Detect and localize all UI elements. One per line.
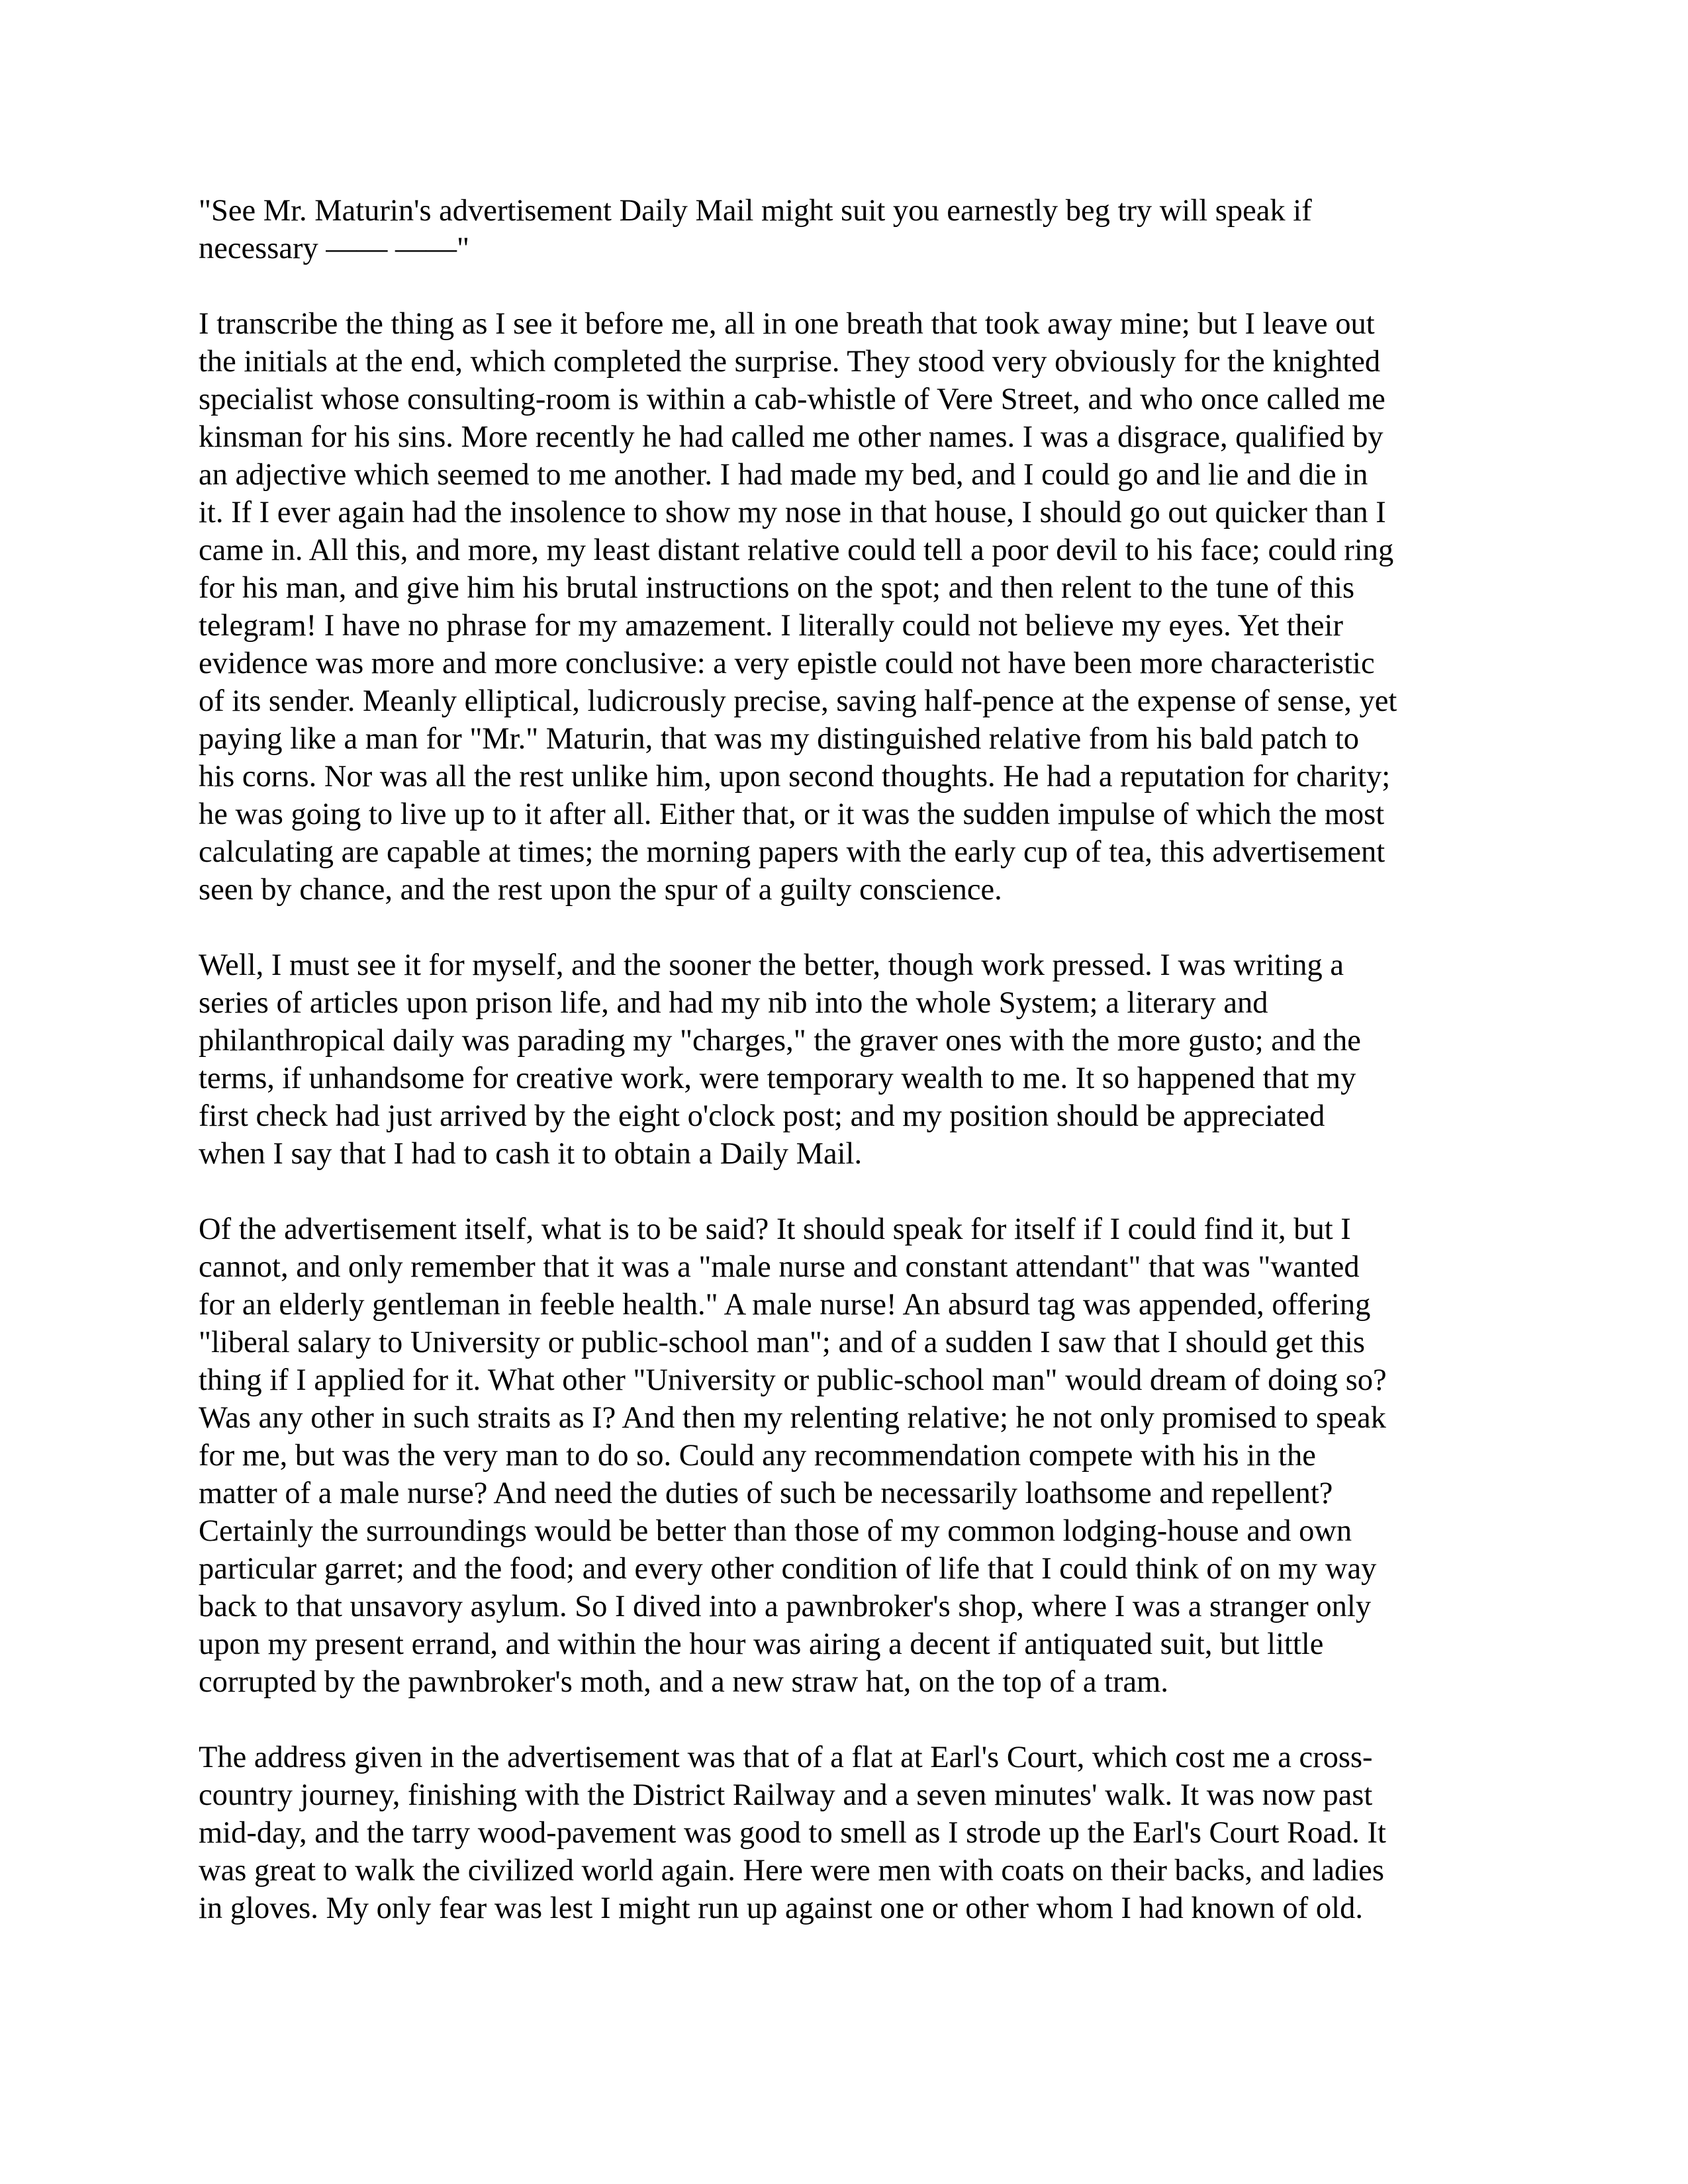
paragraph-address: The address given in the advertisement was that of a flat at Earl's Court, which cost me a cross- country journey, finishing with the District Railway and a seven minutes' walk. It was now past mid-day, and the tarry wood-pavement was good to smell as I strode up the Earl's Court Road. It was great to walk the civilized world again. Here were men with coats on their backs, and ladies in gloves. My only fear was lest I might run up against one or other whom I had known of old. [199, 1741, 1386, 1925]
document-page [199, 192, 1489, 1927]
paragraph-transcription: I transcribe the thing as I see it before me, all in one breath that took away mine; but I leave out the initials at the end, which completed the surprise. They stood very obviously for the knighted specialist whose consulting-room is within a cab-whistle of Vere Street, and who once called me kinsman for his sins. More recently he had called me other names. I was a disgrace, qualified by an adjective which seemed to me another. I had made my bed, and I could go and lie and die in it. If I ever again had the insolence to show my nose in that house, I should go out quicker than I came in. All this, and more, my least distant relative could tell a poor devil to his face; could ring for his man, and give him his brutal instructions on the spot; and then relent to the tune of this telegram! I have no phrase for my amazement. I literally could not believe my eyes. Yet their evidence was more and more conclusive: a very epistle could not have been more characteristic of its sender. Meanly elliptical, ludicrously precise, saving half-pence at the expense of sense, yet paying like a man for "Mr." Maturin, that was my distinguished relative from his bald patch to his corns. Nor was all the rest unlike him, upon second thoughts. He had a reputation for charity; he was going to live up to it after all. Either that, or it was the sudden impulse of which the most calculating are capable at times; the morning papers with the early cup of tea, this advertisement seen by chance, and the rest upon the spur of a guilty conscience. [199, 307, 1397, 907]
paragraph-see-for-myself: Well, I must see it for myself, and the sooner the better, though work pressed. I was writing a series of articles upon prison life, and had my nib into the whole System; a literary and philanthropical daily was parading my "charges," the graver ones with the more gusto; and the terms, if unhandsome for creative work, were temporary wealth to me. It so happened that my first check had just arrived by the eight o'clock post; and my position should be appreciated when I say that I had to cash it to obtain a Daily Mail. [199, 948, 1361, 1171]
paragraph-advertisement: Of the advertisement itself, what is to be said? It should speak for itself if I could find it, but I cannot, and only remember that it was a "male nurse and constant attendant" that was "wanted for an elderly gentleman in feeble health." A male nurse! An absurd tag was appended, offering "liberal salary to University or public-school man"; and of a sudden I saw that I should get this thing if I applied for it. What other "University or public-school man" would dream of doing so? Was any other in such straits as I? And then my relenting relative; he not only promised to speak for me, but was the very man to do so. Could any recommendation compete with his in the matter of a male nurse? And need the duties of such be necessarily loathsome and repellent? Certainly the surroundings would be better than those of my common lodging-house and own particular garret; and the food; and every other condition of life that I could think of on my way back to that unsavory asylum. So I dived into a pawnbroker's shop, where I was a stranger only upon my present errand, and within the hour was airing a decent if antiquated suit, but little corrupted by the pawnbroker's moth, and a new straw hat, on the top of a tram. [199, 1212, 1387, 1699]
paragraph-telegram: "See Mr. Maturin's advertisement Daily Mail might suit you earnestly beg try will speak if necessary —— ——" [199, 194, 1312, 265]
